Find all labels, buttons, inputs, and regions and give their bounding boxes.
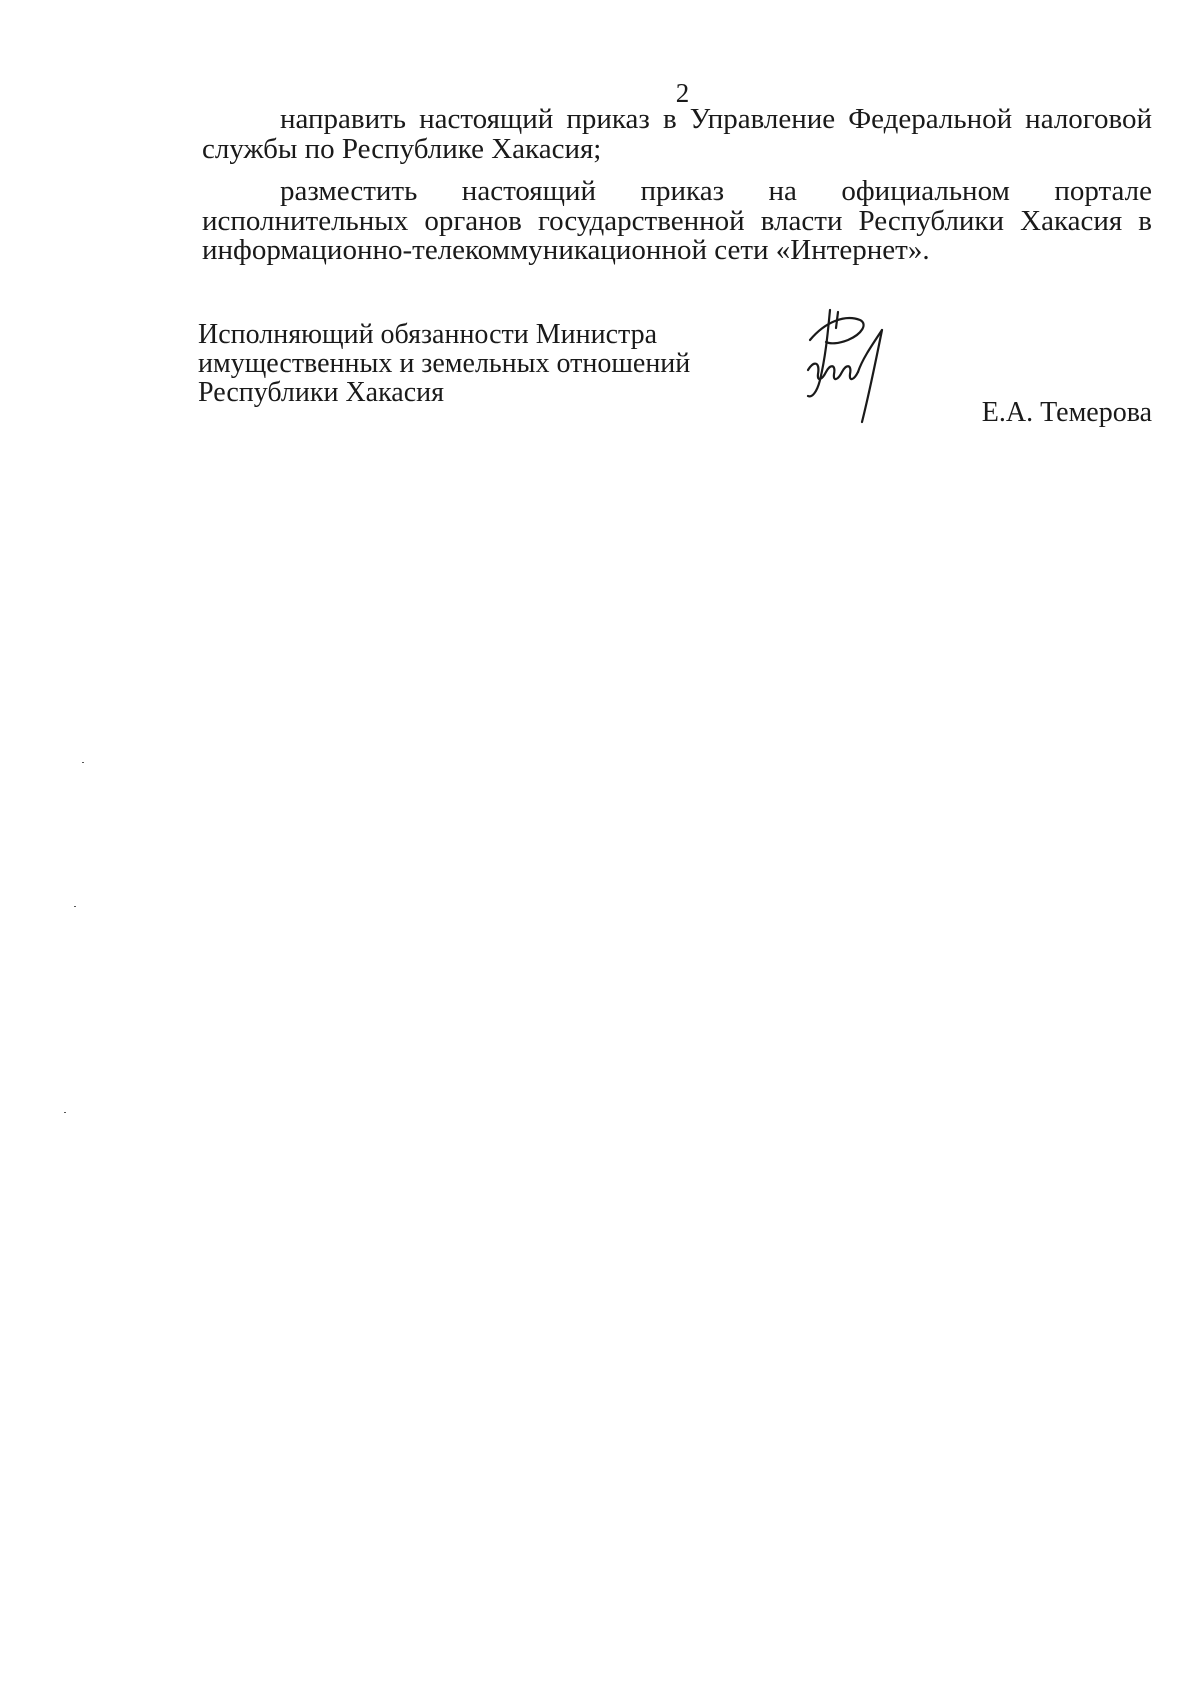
paragraph-send-order: направить настоящий приказ в Управление Федеральной налоговой службы по Республике Хакасия; (202, 103, 1152, 165)
document-body (202, 105, 1152, 266)
paragraph-publish-order: разместить настоящий приказ на официальном портале исполнительных органов государственной власти Республики Хакасия в информационно-телекоммуникационной сети «Интернет». (202, 175, 1152, 266)
scan-artifact (74, 906, 76, 907)
signatory-position-line: Исполняющий обязанности Министра (198, 319, 658, 350)
signatory-position (198, 320, 690, 407)
signatory-position-line: Республики Хакасия (198, 377, 445, 408)
signer-name: Е.А. Темерова (981, 397, 1152, 428)
page-number: 2 (675, 78, 690, 108)
scan-artifact (64, 1112, 66, 1113)
signatory-position-line: имущественных и земельных отношений (198, 348, 691, 379)
handwritten-signature (790, 300, 900, 430)
scan-artifact (82, 762, 84, 763)
